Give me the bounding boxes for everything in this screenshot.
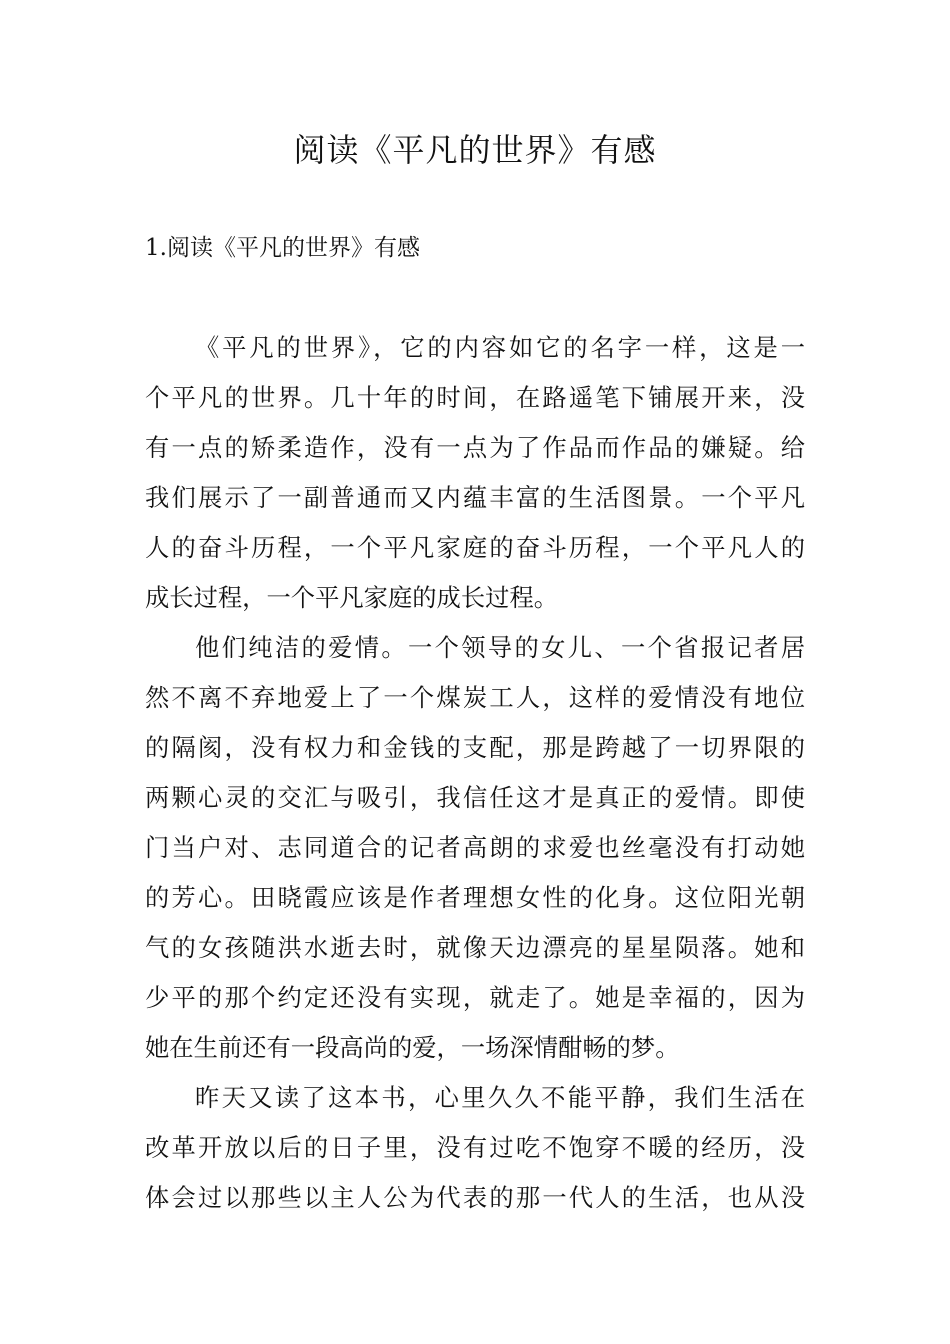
document-title: 阅读《平凡的世界》有感 <box>293 131 657 169</box>
text-line: 的芳心。田晓霞应该是作者理想女性的化身。这位阳光朝 <box>145 883 805 912</box>
text-line: 人的奋斗历程，一个平凡家庭的奋斗历程，一个平凡人的 <box>145 533 805 562</box>
text-line: 的隔阂，没有权力和金钱的支配，那是跨越了一切界限的 <box>145 733 805 762</box>
text-line: 两颗心灵的交汇与吸引，我信任这才是真正的爱情。即使 <box>145 783 805 812</box>
text-line: 她在生前还有一段高尚的爱，一场深情酣畅的梦。 <box>145 1033 680 1062</box>
text-line: 个平凡的世界。几十年的时间，在路遥笔下铺展开来，没 <box>145 383 805 412</box>
paragraph-1 <box>145 323 805 623</box>
paragraph-3 <box>145 1073 805 1223</box>
text-line: 《平凡的世界》，它的内容如它的名字一样，这是一 <box>195 333 805 362</box>
text-line: 门当户对、志同道合的记者高朗的求爱也丝毫没有打动她 <box>145 833 805 862</box>
section-heading: 1.阅读《平凡的世界》有感 <box>145 235 420 261</box>
text-line: 然不离不弃地爱上了一个煤炭工人，这样的爱情没有地位 <box>145 683 805 712</box>
text-line: 成长过程，一个平凡家庭的成长过程。 <box>145 583 559 612</box>
text-line: 昨天又读了这本书，心里久久不能平静，我们生活在 <box>195 1083 805 1112</box>
text-line: 他们纯洁的爱情。一个领导的女儿、一个省报记者居 <box>195 633 805 662</box>
paragraph-2 <box>145 623 805 1073</box>
text-line: 我们展示了一副普通而又内蕴丰富的生活图景。一个平凡 <box>145 483 805 512</box>
document-body <box>145 323 805 1223</box>
text-line: 体会过以那些以主人公为代表的那一代人的生活，也从没 <box>145 1183 805 1212</box>
text-line: 有一点的矫柔造作，没有一点为了作品而作品的嫌疑。给 <box>145 433 805 462</box>
text-line: 少平的那个约定还没有实现，就走了。她是幸福的，因为 <box>145 983 805 1012</box>
text-line: 气的女孩随洪水逝去时，就像天边漂亮的星星陨落。她和 <box>145 933 805 962</box>
text-line: 改革开放以后的日子里，没有过吃不饱穿不暖的经历，没 <box>145 1133 805 1162</box>
